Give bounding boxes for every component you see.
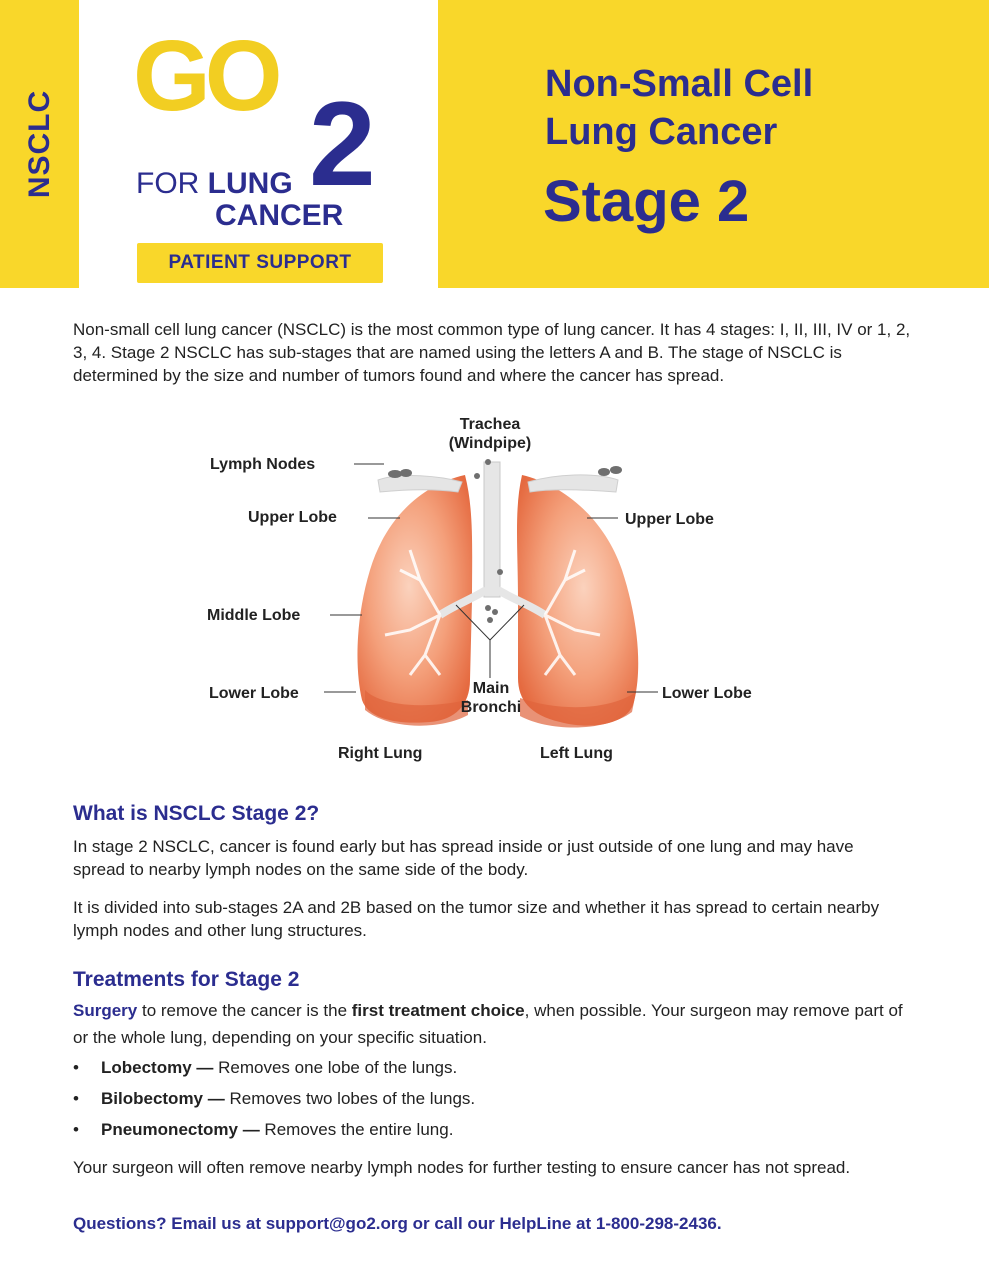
list-item: • Lobectomy — Removes one lobe of the lungs. — [73, 1058, 458, 1077]
side-band — [0, 0, 79, 288]
what-is-para1: In stage 2 NSCLC, cancer is found early but has spread inside or just outside of one lung and may have spread to nearby lymph nodes on the same side of the body. — [73, 837, 854, 879]
label-lower-lobe-left: Lower Lobe — [662, 685, 752, 702]
bullet-dot: • — [73, 1089, 79, 1108]
title-line2: Lung Cancer — [545, 111, 778, 153]
closing-paragraph: Your surgeon will often remove nearby lymph nodes for further testing to ensure cancer has not spread. — [73, 1158, 851, 1177]
label-main-bronchi: Main Bronchi — [460, 680, 522, 716]
logo-for-lung — [136, 167, 293, 201]
label-lymph-nodes: Lymph Nodes — [210, 456, 316, 473]
logo-lung: LUNG — [207, 167, 293, 200]
what-is-para2: It is divided into sub-stages 2A and 2B based on the tumor size and whether it has spread to certain nearby lymph nodes and other lung structures. — [73, 898, 880, 940]
lung-diagram — [0, 400, 989, 780]
logo-two: 2 — [309, 77, 376, 211]
header — [0, 0, 989, 288]
logo-cancer: CANCER — [215, 199, 344, 232]
logo-ribbon — [137, 243, 383, 283]
label-trachea: Trachea (Windpipe) — [448, 416, 532, 452]
logo-ribbon-text: PATIENT SUPPORT — [168, 252, 352, 273]
side-label: NSCLC — [23, 89, 56, 199]
label-right-lung: Right Lung — [338, 745, 423, 762]
trachea — [484, 462, 500, 597]
logo — [79, 0, 438, 288]
logo-for: FOR — [136, 167, 200, 200]
label-lower-lobe-right: Lower Lobe — [209, 685, 299, 702]
what-is-heading: What is NSCLC Stage 2? — [73, 802, 320, 825]
contact-line: Questions? Email us at support@go2.org or call our HelpLine at 1-800-298-2436. — [73, 1214, 722, 1233]
list-item: • Bilobectomy — Removes two lobes of the lungs. — [73, 1089, 476, 1108]
surgery-paragraph: Surgery to remove the cancer is the first treatment choice, when possible. Your surgeon may remove part of or the whole lung, depending on your specific situation. — [73, 1001, 903, 1047]
treatments-heading: Treatments for Stage 2 — [73, 968, 300, 991]
bullet-dot: • — [73, 1058, 79, 1077]
intro-paragraph: Non-small cell lung cancer (NSCLC) is the most common type of lung cancer. It has 4 stages: I, II, III, IV or 1, 2, 3, 4. Stage 2 NSCLC has sub-stages that are named using the letters A and B. The stage of NSCLC is determined by the size and number of tumors found and where the cancer has spread. — [73, 320, 911, 385]
bullet-dot: • — [73, 1120, 79, 1139]
label-middle-lobe: Middle Lobe — [207, 607, 301, 624]
surgery-word: Surgery — [73, 1001, 138, 1020]
logo-go: GO — [133, 20, 277, 132]
title-area — [438, 0, 989, 288]
label-upper-lobe-right: Upper Lobe — [248, 509, 337, 526]
collarbone-left — [528, 475, 618, 492]
label-upper-lobe-left: Upper Lobe — [625, 511, 714, 528]
first-choice: first treatment choice — [351, 1001, 525, 1020]
collarbone-right — [378, 476, 462, 492]
title-line1: Non-Small Cell — [545, 63, 814, 105]
list-item: • Pneumonectomy — Removes the entire lung. — [73, 1120, 454, 1139]
label-left-lung: Left Lung — [540, 745, 613, 762]
title-stage: Stage 2 — [543, 169, 750, 234]
